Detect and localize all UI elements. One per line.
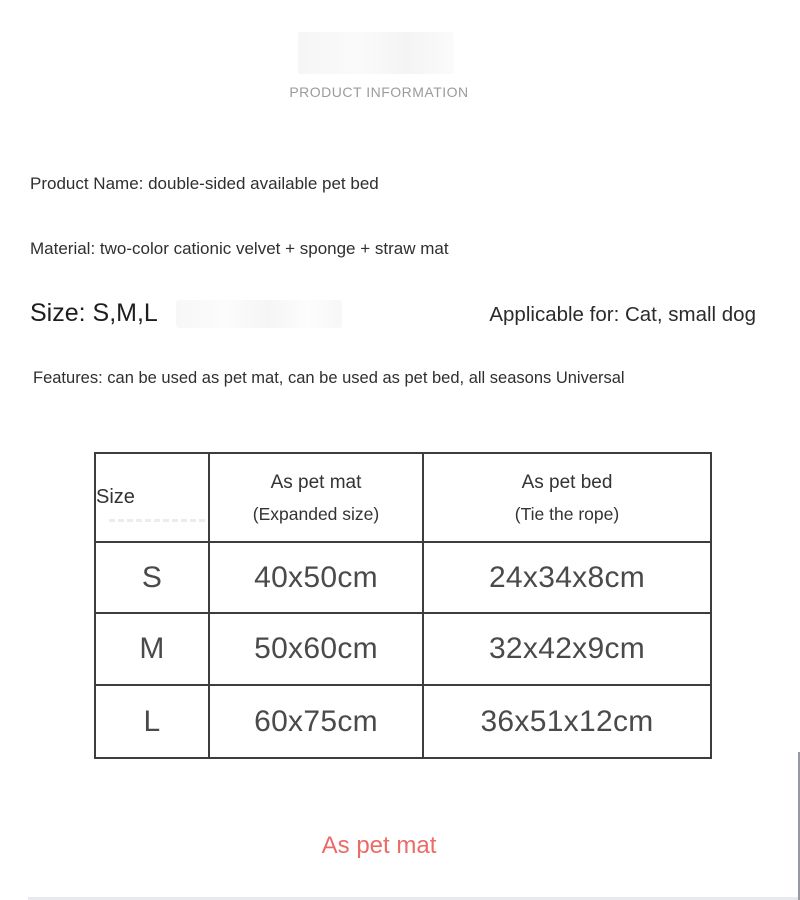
- header-pet-bed-cell: [423, 453, 711, 542]
- size-cell: L: [95, 685, 209, 758]
- material-line: Material: two-color cationic velvet + sponge + straw mat: [30, 239, 449, 258]
- header-pet-bed-title: As pet bed: [521, 471, 613, 493]
- header-pet-bed-subtitle: (Tie the rope): [514, 503, 620, 524]
- erased-text-smudge: [176, 300, 342, 328]
- size-line: Size: S,M,L: [30, 299, 158, 327]
- table-header-row: [95, 453, 711, 542]
- header-pet-mat-subtitle: (Expanded size): [252, 503, 380, 524]
- product-name-line: Product Name: double-sided available pet bed: [30, 174, 379, 193]
- size-cell: M: [95, 613, 209, 685]
- bed-size-cell: 36x51x12cm: [423, 685, 711, 758]
- section-title: PRODUCT INFORMATION: [289, 84, 469, 100]
- header-pet-mat-cell: [209, 453, 423, 542]
- caption-as-pet-mat: As pet mat: [321, 832, 437, 859]
- bed-size-cell: 24x34x8cm: [423, 542, 711, 613]
- header-pet-mat-title: As pet mat: [270, 471, 362, 493]
- size-cell: S: [95, 542, 209, 613]
- mat-size-cell: 40x50cm: [209, 542, 423, 613]
- table-row-m: [95, 613, 711, 685]
- features-line: Features: can be used as pet mat, can be used as pet bed, all seasons Universal: [33, 369, 625, 387]
- header-size-cell: [95, 453, 209, 542]
- table-row-s: [95, 542, 711, 613]
- erased-dashes: [109, 519, 205, 522]
- mat-size-cell: 60x75cm: [209, 685, 423, 758]
- table-row-l: [95, 685, 711, 758]
- bed-size-cell: 32x42x9cm: [423, 613, 711, 685]
- erased-watermark-block: [298, 32, 454, 74]
- applicable-for-line: Applicable for: Cat, small dog: [489, 303, 756, 326]
- mat-size-cell: 50x60cm: [209, 613, 423, 685]
- size-spec-table: [94, 452, 712, 759]
- header-size-label: Size: [96, 486, 135, 508]
